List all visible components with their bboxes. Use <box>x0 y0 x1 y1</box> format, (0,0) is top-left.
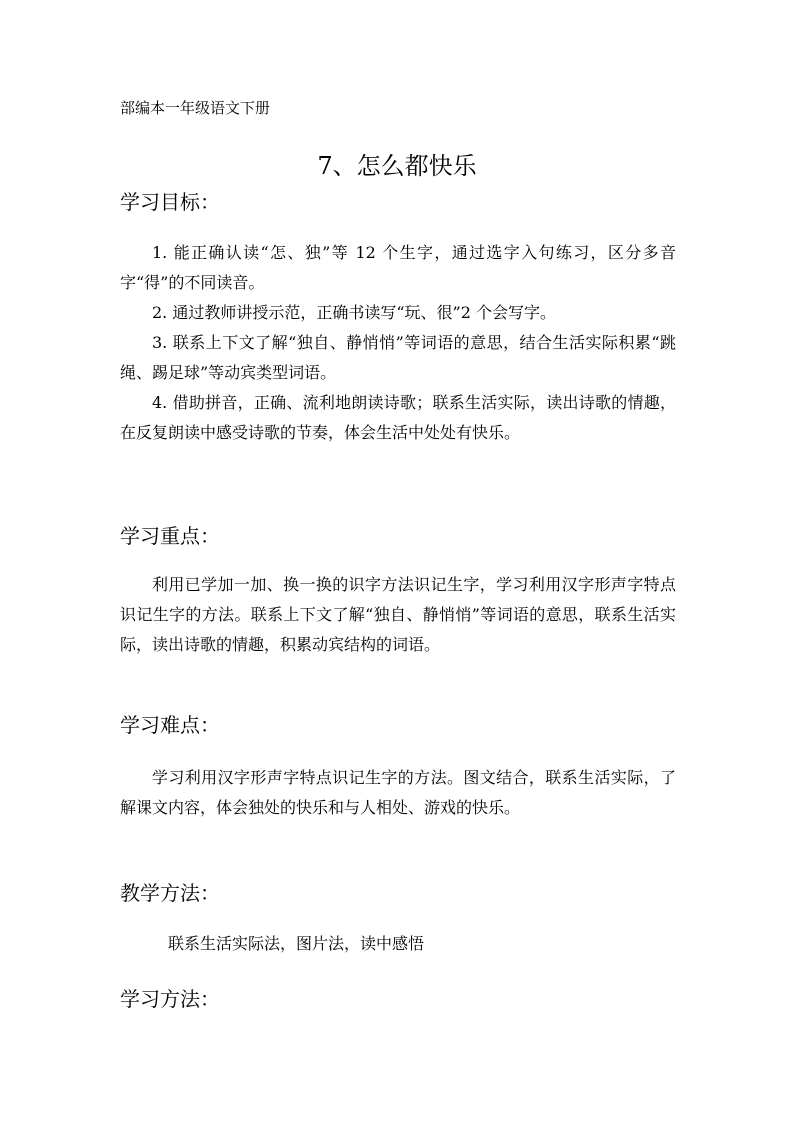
objectives-heading: 学习目标： <box>120 190 220 214</box>
document-title: 7、怎么都快乐 <box>317 152 477 180</box>
key-points-block <box>120 570 676 660</box>
objective-item-3: 3. 联系上下文了解“独自、静悄悄”等词语的意思，结合生活实际积累“跳绳、踢足球”等动宾类型词语。 <box>120 333 676 382</box>
key-points-heading: 学习重点： <box>120 524 220 548</box>
learning-methods-heading: 学习方法： <box>120 987 220 1011</box>
header-note: 部编本一年级语文下册 <box>120 99 271 117</box>
difficulties-text: 学习利用汉字形声字特点识记生字的方法。图文结合，联系生活实际，了解课文内容，体会独处的快乐和与人相处、游戏的快乐。 <box>120 768 676 817</box>
objective-item-4: 4. 借助拼音，正确、流利地朗读诗歌；联系生活实际，读出诗歌的情趣，在反复朗读中感受诗歌的节奏，体会生活中处处有快乐。 <box>120 393 676 442</box>
difficulties-heading: 学习难点： <box>120 713 220 737</box>
teaching-methods-heading: 教学方法： <box>120 881 220 905</box>
objective-item-1: 1. 能正确认读“怎、独”等 12 个生字，通过选字入句练习，区分多音字“得”的不同读音。 <box>120 243 676 292</box>
objective-item-2: 2. 通过教师讲授示范，正确书读写“玩、很”2 个会写字。 <box>152 303 556 322</box>
difficulties-block <box>120 763 676 823</box>
objectives-list <box>120 238 676 448</box>
key-points-text: 利用已学加一加、换一换的识字方法识记生字，学习利用汉字形声字特点识记生字的方法。联系上下文了解“独自、静悄悄”等词语的意思，联系生活实际，读出诗歌的情趣，积累动宾结构的词语。 <box>120 575 676 654</box>
teaching-methods-text: 联系生活实际法，图片法，读中感悟 <box>168 934 425 953</box>
